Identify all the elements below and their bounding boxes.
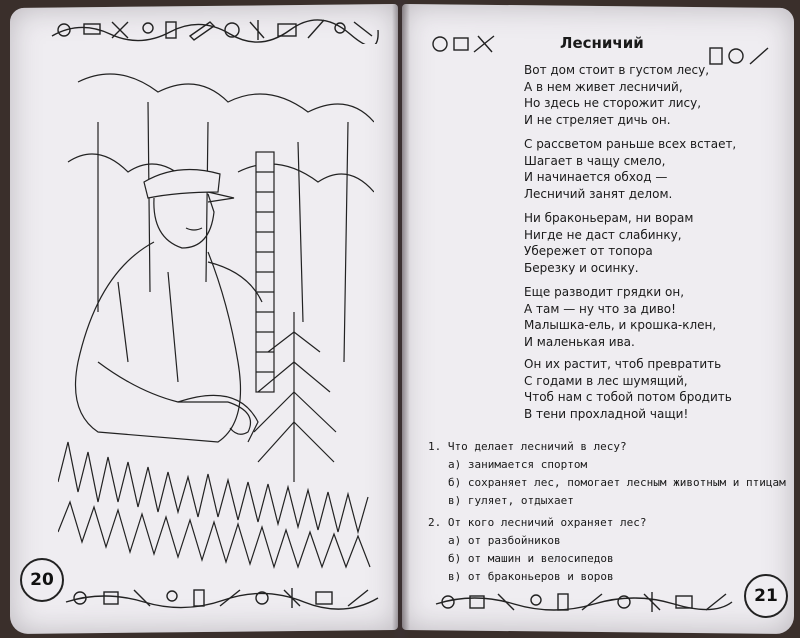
tools-ornament-border-icon [50,16,380,44]
page-number-right: 21 [744,574,788,618]
poem-line: Чтоб нам с тобой потом бродить [524,390,732,404]
poem-line: В тени прохладной чащи! [524,406,689,421]
answer-option: в) от браконьеров и воров [448,570,614,583]
stanza-2 [524,136,736,202]
stanza-3 [524,210,693,276]
ornament-left-icon [428,30,502,58]
poem-title: Лесничий [560,34,644,52]
poem-line: С рассветом раньше всех встает, [524,137,737,151]
stanza-4 [524,284,716,350]
answer-option: а) занимается спортом [448,458,588,471]
ornament-right-icon [706,42,772,70]
question-1: 1. Что делает лесничий в лесу? [428,440,627,453]
poem-line: Убережет от топора [524,244,653,258]
poem-line: Но здесь не сторожит лису, [524,96,702,110]
poem-line: И маленькая ива. [524,334,635,349]
poem-line: Ни браконьерам, ни ворам [524,211,694,225]
poem-line: И начинается обход — [524,170,668,184]
answer-option: в) гуляет, отдыхает [448,494,574,507]
answers-1 [448,458,786,512]
page-number-left: 20 [20,558,64,602]
poem-line: Вот дом стоит в густом лесу, [524,63,710,77]
answer-option: а) от разбойников [448,534,561,547]
poem-line: Березку и осинку. [524,260,639,275]
poem-line: Шагает в чащу смело, [524,153,666,168]
poem-line: С годами в лес шумящий, [524,373,688,388]
answer-option: б) от машин и велосипедов [448,552,614,565]
poem-line: Лесничий занят делом. [524,186,673,201]
forester-illustration-icon [58,62,374,574]
tools-ornament-border-bottom-left-icon [64,584,380,612]
poem-line: А в нем живет лесничий, [524,79,683,94]
answers-2 [448,534,614,588]
stanza-5 [524,356,732,422]
stanza-1 [524,62,709,128]
question-2: 2. От кого лесничий охраняет лес? [428,516,647,529]
poem-line: Он их растит, чтоб превратить [524,357,722,371]
poem-line: Еще разводит грядки он, [524,285,685,299]
poem-line: А там — ну что за диво! [524,301,676,316]
poem-line: Малышка-ель, и крошка-клен, [524,318,717,332]
poem-line: И не стреляет дичь он. [524,112,671,127]
poem-line: Нигде не даст слабинку, [524,227,682,242]
book-gutter [392,0,410,638]
tools-ornament-border-bottom-right-icon [434,588,734,616]
answer-option: б) сохраняет лес, помогает лесным животным и птицам [448,476,786,489]
